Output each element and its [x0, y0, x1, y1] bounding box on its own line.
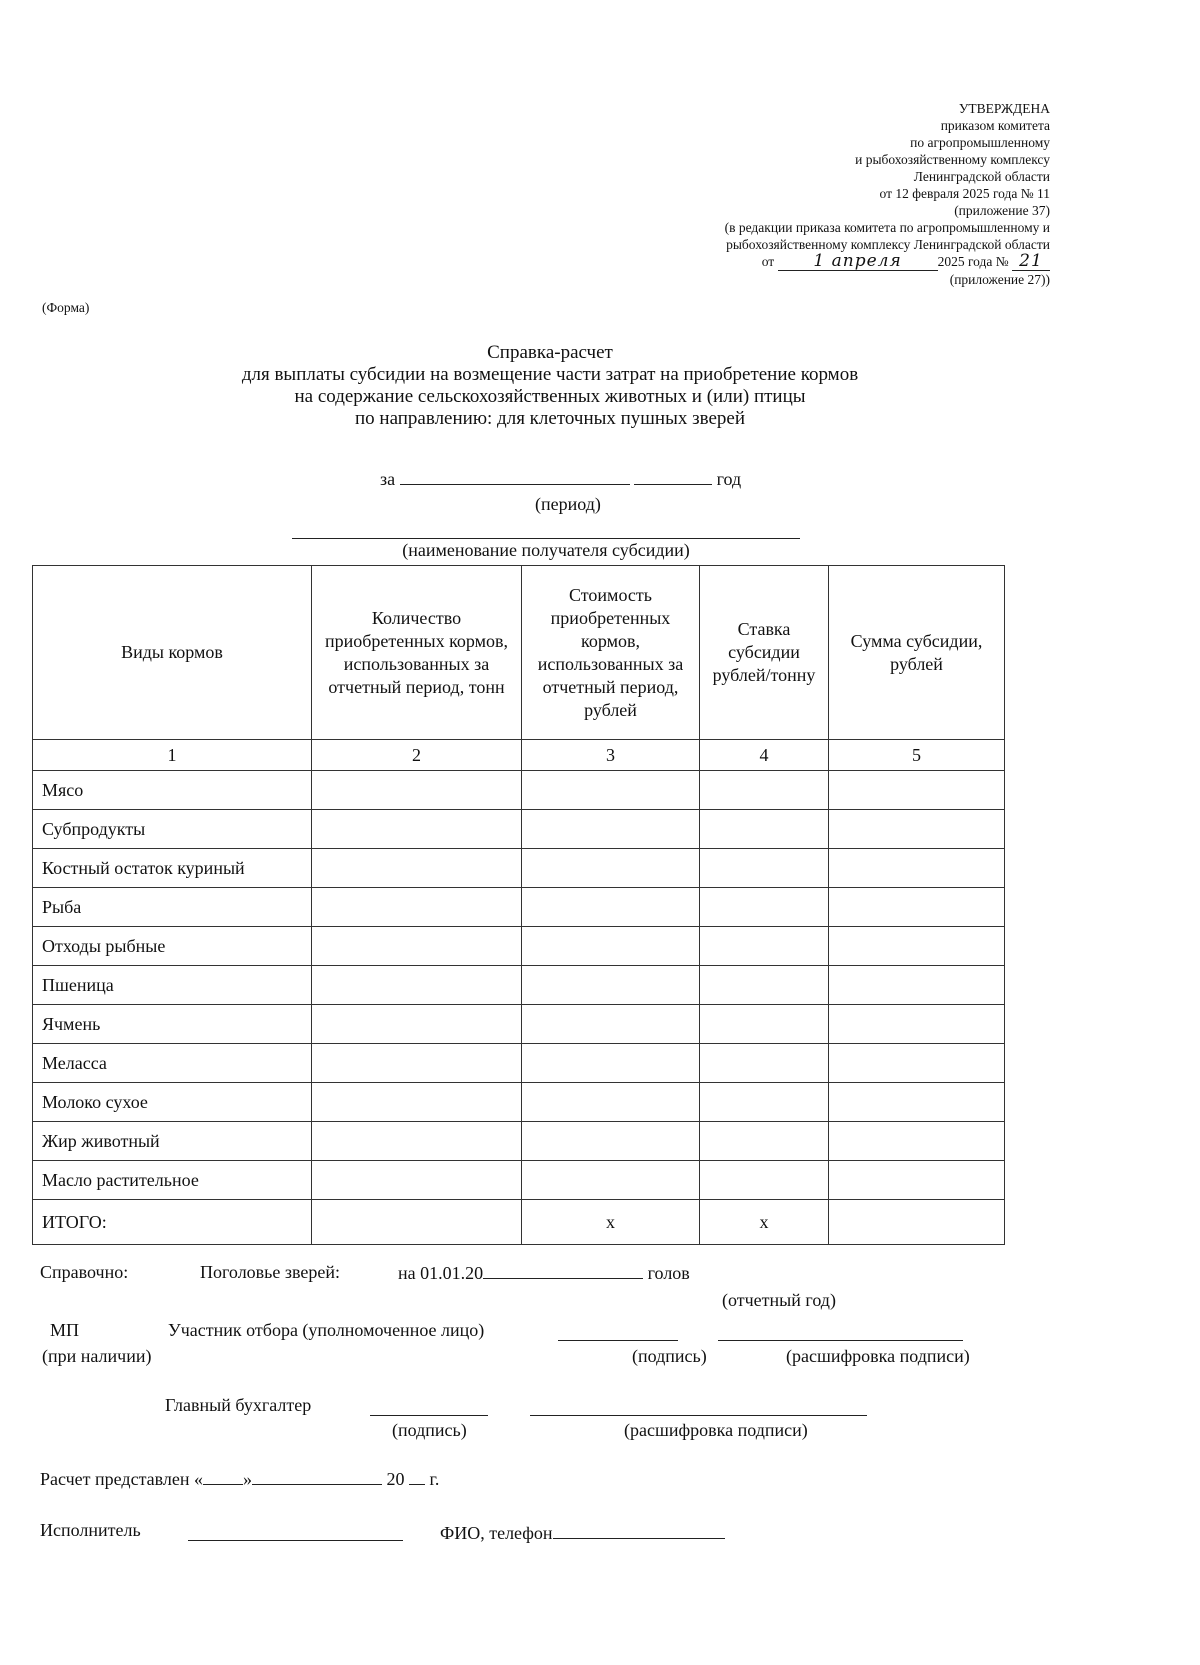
feed-name: Мясо: [33, 771, 312, 810]
column-number: 3: [522, 740, 700, 771]
title-line: Справка-расчет: [487, 342, 613, 363]
cell-cost[interactable]: [522, 966, 700, 1005]
cell-quantity[interactable]: [312, 966, 522, 1005]
period-caption: (период): [535, 494, 601, 514]
cell-rate[interactable]: [700, 1161, 829, 1200]
column-number: 5: [829, 740, 1005, 771]
participant-label: Участник отбора (уполномоченное лицо): [168, 1320, 485, 1340]
approval-line: и рыбохозяйственному комплексу: [855, 152, 1050, 167]
approval-line: по агропромышленному: [910, 135, 1050, 150]
approval-line: (в редакции приказа комитета по агропромышленному и: [724, 220, 1050, 235]
feed-name: Молоко сухое: [33, 1083, 312, 1122]
table-row: [33, 1005, 1005, 1044]
table-row: [33, 771, 1005, 810]
table-row: [33, 966, 1005, 1005]
stamp-note: (при наличии): [42, 1346, 152, 1366]
cell-rate[interactable]: [700, 810, 829, 849]
feed-name: Пшеница: [33, 966, 312, 1005]
cell-quantity[interactable]: [312, 927, 522, 966]
cell-sum[interactable]: [829, 927, 1005, 966]
cell-cost[interactable]: [522, 1005, 700, 1044]
submitted-month-field[interactable]: [252, 1468, 382, 1485]
cell-cost[interactable]: [522, 810, 700, 849]
cell-rate[interactable]: [700, 1122, 829, 1161]
cell-sum[interactable]: [829, 1083, 1005, 1122]
reference-unit: голов: [647, 1263, 690, 1283]
cell-sum[interactable]: [829, 1122, 1005, 1161]
submitted-suffix: г.: [429, 1469, 440, 1489]
cell-quantity[interactable]: [312, 1083, 522, 1122]
document-title: [180, 342, 920, 430]
stamp-label: МП: [50, 1320, 80, 1340]
table-row: [33, 810, 1005, 849]
feed-name: Масло растительное: [33, 1161, 312, 1200]
header-rate: Ставка субсидии рублей/тонну: [700, 566, 829, 740]
approval-date-line: [630, 253, 1050, 271]
cell-quantity[interactable]: [312, 849, 522, 888]
title-line: для выплаты субсидии на возмещение части затрат на приобретение кормов: [241, 364, 859, 385]
cell-rate[interactable]: [700, 849, 829, 888]
accountant-signature-field[interactable]: [370, 1415, 488, 1416]
total-cost-mark: х: [522, 1200, 700, 1245]
submitted-day-field[interactable]: [203, 1468, 243, 1485]
cell-quantity[interactable]: [312, 1122, 522, 1161]
period-prefix: за: [380, 469, 396, 489]
feed-name: Жир животный: [33, 1122, 312, 1161]
approval-line: от 12 февраля 2025 года № 11: [879, 186, 1050, 201]
cell-sum[interactable]: [829, 1161, 1005, 1200]
table-row: [33, 1083, 1005, 1122]
cell-rate[interactable]: [700, 966, 829, 1005]
approval-year-label: 2025 года №: [937, 254, 1009, 269]
cell-rate[interactable]: [700, 1083, 829, 1122]
approval-appendix: (приложение 27)): [949, 272, 1050, 287]
column-number: 1: [33, 740, 312, 771]
approval-line: рыбохозяйственному комплексу Ленинградской области: [726, 237, 1050, 252]
participant-signature-caption: (подпись): [632, 1346, 707, 1366]
cell-sum[interactable]: [829, 849, 1005, 888]
accountant-signature-caption: (подпись): [392, 1420, 467, 1440]
cell-sum[interactable]: [829, 888, 1005, 927]
reference-caption: (отчетный год): [722, 1290, 836, 1310]
header-quantity: Количество приобретенных кормов, использованных за отчетный период, тонн: [312, 566, 522, 740]
executor-contact-label: ФИО, телефон: [440, 1523, 553, 1543]
cell-quantity[interactable]: [312, 1005, 522, 1044]
table-row: [33, 888, 1005, 927]
cell-cost[interactable]: [522, 1122, 700, 1161]
cell-quantity[interactable]: [312, 810, 522, 849]
participant-decoding-field[interactable]: [718, 1340, 963, 1341]
approval-line: (приложение 37): [954, 203, 1050, 218]
executor-label: Исполнитель: [40, 1520, 141, 1540]
cell-sum[interactable]: [829, 771, 1005, 810]
handwritten-date: 1 апреля: [778, 253, 938, 271]
reference-label: Справочно:: [40, 1262, 129, 1282]
cell-cost[interactable]: [522, 1083, 700, 1122]
approval-line: Ленинградской области: [913, 169, 1050, 184]
table-row: [33, 849, 1005, 888]
table-row: [33, 1122, 1005, 1161]
executor-contact-field[interactable]: [553, 1522, 725, 1539]
recipient-field[interactable]: [292, 538, 800, 539]
submitted-mid: »: [243, 1469, 253, 1489]
recipient-caption: (наименование получателя субсидии): [402, 540, 690, 560]
cell-sum[interactable]: [829, 966, 1005, 1005]
column-number-row: [33, 740, 1005, 771]
feed-name: Субпродукты: [33, 810, 312, 849]
submitted-year: 20: [386, 1469, 405, 1489]
cell-rate[interactable]: [700, 1005, 829, 1044]
cell-sum[interactable]: [829, 1044, 1005, 1083]
period-line: [380, 468, 741, 490]
cell-sum[interactable]: [829, 810, 1005, 849]
cell-cost[interactable]: [522, 927, 700, 966]
executor-field[interactable]: [188, 1540, 403, 1541]
cell-quantity[interactable]: [312, 771, 522, 810]
cell-total-quantity[interactable]: [312, 1200, 522, 1245]
reference-item: Поголовье зверей:: [200, 1262, 340, 1282]
period-field[interactable]: [400, 468, 630, 485]
table-row: [33, 1044, 1005, 1083]
feed-name: Отходы рыбные: [33, 927, 312, 966]
period-suffix: год: [716, 469, 742, 489]
title-line: по направлению: для клеточных пушных зверей: [354, 408, 746, 429]
feed-table: [32, 565, 1005, 1245]
total-row: [33, 1200, 1005, 1245]
table-row: [33, 927, 1005, 966]
table-header-row: [33, 566, 1005, 740]
reference-date: [398, 1262, 690, 1284]
cell-cost[interactable]: [522, 849, 700, 888]
approval-block: [630, 100, 1050, 288]
submitted-year-field[interactable]: [409, 1468, 425, 1485]
handwritten-number: 21: [1012, 253, 1050, 271]
title-line: на содержание сельскохозяйственных животных и (или) птицы: [294, 386, 806, 407]
accountant-decoding-caption: (расшифровка подписи): [624, 1420, 808, 1440]
table-row: [33, 1161, 1005, 1200]
feed-name: Костный остаток куриный: [33, 849, 312, 888]
cell-quantity[interactable]: [312, 1161, 522, 1200]
cell-cost[interactable]: [522, 1161, 700, 1200]
cell-cost[interactable]: [522, 888, 700, 927]
cell-rate[interactable]: [700, 927, 829, 966]
period-year-field[interactable]: [634, 468, 712, 485]
header-subsidy-sum: Сумма субсидии, рублей: [829, 566, 1005, 740]
chief-accountant-label: Главный бухгалтер: [165, 1395, 312, 1415]
feed-name: Ячмень: [33, 1005, 312, 1044]
total-label: ИТОГО:: [33, 1200, 312, 1245]
total-rate-mark: х: [700, 1200, 829, 1245]
column-number: 4: [700, 740, 829, 771]
column-number: 2: [312, 740, 522, 771]
executor-contact: [440, 1522, 725, 1544]
feed-name: Меласса: [33, 1044, 312, 1083]
reference-date-prefix: на 01.01.20: [398, 1263, 484, 1283]
approval-line: УТВЕРЖДЕНА: [958, 101, 1050, 116]
header-feed-type: Виды кормов: [33, 566, 312, 740]
livestock-count-field[interactable]: [483, 1262, 643, 1279]
approval-line: приказом комитета: [940, 118, 1050, 133]
approval-from-label: от: [761, 254, 775, 269]
cell-quantity[interactable]: [312, 1044, 522, 1083]
cell-total-sum[interactable]: [829, 1200, 1005, 1245]
header-cost: Стоимость приобретенных кормов, использованных за отчетный период, рублей: [522, 566, 700, 740]
submitted-line: [40, 1468, 439, 1490]
cell-rate[interactable]: [700, 771, 829, 810]
submitted-prefix: Расчет представлен «: [40, 1469, 204, 1489]
cell-cost[interactable]: [522, 771, 700, 810]
participant-decoding-caption: (расшифровка подписи): [786, 1346, 970, 1366]
cell-quantity[interactable]: [312, 888, 522, 927]
form-label: (Форма): [42, 300, 90, 315]
cell-sum[interactable]: [829, 1005, 1005, 1044]
cell-rate[interactable]: [700, 1044, 829, 1083]
accountant-decoding-field[interactable]: [530, 1415, 867, 1416]
cell-cost[interactable]: [522, 1044, 700, 1083]
feed-name: Рыба: [33, 888, 312, 927]
participant-signature-field[interactable]: [558, 1340, 678, 1341]
cell-rate[interactable]: [700, 888, 829, 927]
